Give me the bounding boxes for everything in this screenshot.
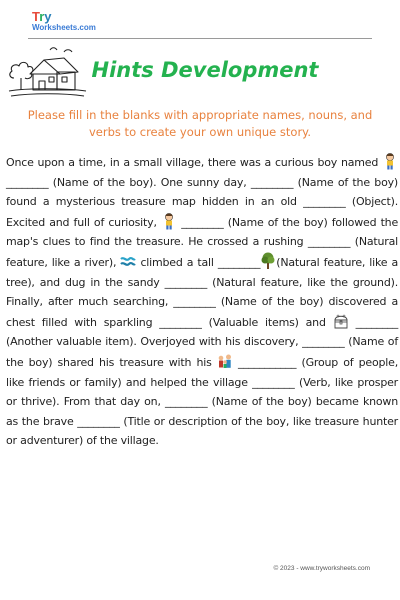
header-divider	[28, 38, 372, 39]
footer-copyright: © 2023 - www.tryworksheets.com	[273, 565, 370, 572]
logo-try	[32, 10, 52, 23]
tree-icon	[260, 252, 276, 270]
logo-letter-y: y	[44, 9, 52, 24]
instructions: Please fill in the blanks with appropriate names, nouns, and verbs to create your own unique story.	[27, 108, 373, 139]
story-part-1: Once upon a time, in a small village, there was a curious boy named	[6, 156, 379, 169]
logo-subtitle: Worksheets.com	[32, 23, 96, 32]
river-icon	[120, 252, 136, 270]
logo-letter-t: T	[32, 9, 40, 24]
logo-letter-r: r	[39, 9, 45, 24]
story-paragraph	[6, 152, 398, 451]
story-part-4: climbed a tall ________	[140, 255, 261, 269]
house-scene-icon	[6, 44, 88, 102]
boy-icon	[161, 212, 177, 230]
story-part-3: ________ (Name of the boy) followed the map's clues to find the treasure. He crossed a rushing ________ (Natural feature, like a river),	[6, 215, 399, 269]
boy-icon	[382, 152, 398, 170]
story-part-5: (Natural feature, like a tree), and dug in the sandy ________ (Natural feature, like the ground). Finally, after much searching, ________ (Name of the boy) discovered a chest filled with sparkling ________ (Valuable items) and	[6, 255, 399, 329]
page-title: Hints Development	[91, 58, 319, 82]
story-part-6: ________ (Another valuable item). Overjoyed with his discovery, ________ (Name of the boy) shared his treasure with his	[6, 315, 399, 369]
family-icon	[217, 352, 233, 370]
site-logo	[30, 10, 110, 36]
treasure-chest-icon	[333, 312, 349, 330]
story-part-2: ________ (Name of the boy). One sunny day, ________ (Name of the boy) found a mysterious treasure map hidden in an old ________ (Object). Excited and full of curiosity,	[6, 175, 398, 229]
story-part-7: ___________ (Group of people, like friends or family) and helped the village ________ (Verb, like prosper or thrive). From that day on, ________ (Name of the boy) became known as the brave ________ (Title or description of the boy, like treasure hunter or adventurer) of the village.	[6, 355, 399, 448]
